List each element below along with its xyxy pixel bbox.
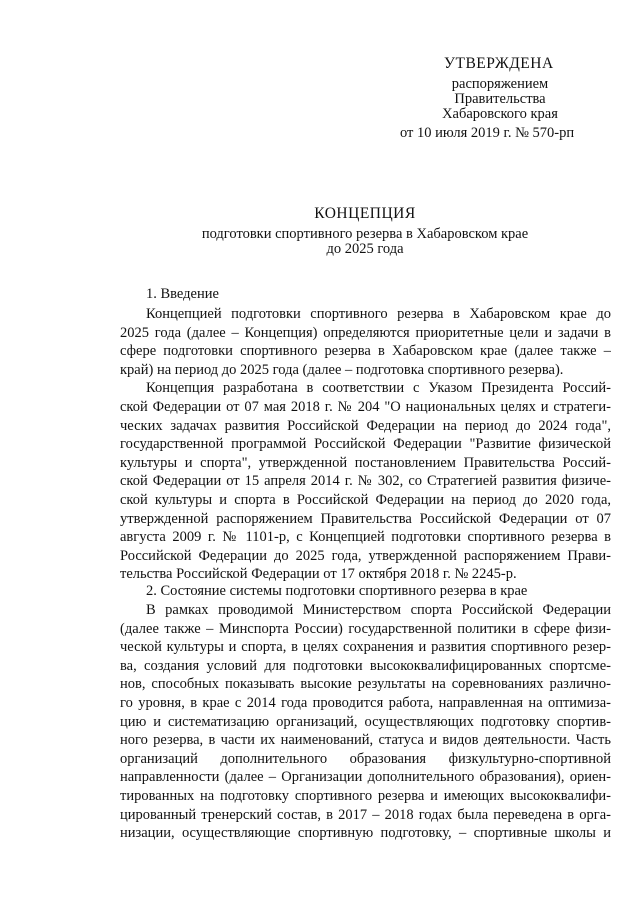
text-line: ческих задачах развития Российской Федерации на период до 2024 года",	[120, 417, 611, 434]
text-line: 2025 года (далее – Концепция) определяются приоритетные цели и задачи в	[120, 324, 611, 341]
text-line: нов, способных показывать высокие результаты на соревнованиях различно-	[120, 676, 611, 693]
approval-line-1: распоряжением	[451, 76, 549, 92]
text-line: утвержденной распоряжением Правительства Российской Федерации от 07	[120, 510, 611, 527]
text-line: тельства Российской Федерации от 17 октября 2018 г. № 2245-р.	[120, 566, 517, 583]
paragraph-intro-2	[120, 379, 611, 584]
paragraph-state-1	[120, 601, 611, 843]
text-line: Российской Федерации до 2025 года, утвержденной распоряжением Прави-	[120, 547, 611, 564]
document-title	[100, 205, 630, 257]
section-heading-introduction: 1. Введение	[146, 286, 219, 302]
text-line: (далее также – Минспорта России) государственной политики в сфере физи-	[120, 620, 611, 637]
text-line: ного резерва, в части их наименований, статуса и видов деятельности. Часть	[120, 732, 611, 749]
text-line: организаций дополнительного образования физкультурно-спортивной	[120, 750, 611, 767]
text-line: направленности (далее – Организации дополнительного образования), ориен-	[120, 769, 611, 786]
text-line: низации, осуществляющие спортивную подготовку, – спортивные школы и	[120, 825, 611, 842]
title-subtitle-1: подготовки спортивного резерва в Хабаровском крае	[201, 226, 529, 242]
text-line: культуры и спорта", утвержденной постановлением Правительства Россий-	[120, 454, 611, 471]
approval-heading: УТВЕРЖДЕНА	[444, 55, 554, 72]
text-line: В рамках проводимой Министерством спорта Российской Федерации	[146, 602, 611, 618]
text-line: го уровня, в крае с 2014 года проводится работа, направленная на оптимиза-	[120, 694, 611, 711]
text-line: ской культуры и спорта в Российской Федерации на период до 2020 года,	[120, 491, 611, 508]
text-line: край) на период до 2025 года (далее – подготовка спортивного резерва).	[120, 361, 564, 378]
text-line: Концепция разработана в соответствии с Указом Президента Россий-	[146, 380, 611, 397]
text-line: цию и систематизацию организаций, осуществляющих подготовку спортив-	[120, 713, 611, 730]
text-line: государственной программой Российской Федерации "Развитие физической	[120, 436, 611, 453]
approval-line-2: Правительства	[454, 91, 546, 107]
text-line: тированных на подготовку спортивного резерва и имеющих высококвалифи-	[120, 787, 611, 804]
approval-date: от 10 июля 2019 г. № 570-рп	[400, 125, 575, 141]
text-line: ческой культуры и спорта, в целях сохранения и развития спортивного резер-	[120, 639, 611, 656]
title-main: КОНЦЕПЦИЯ	[314, 205, 416, 222]
text-line: ва, создания условий для подготовки высококвалифицированных спортсме-	[120, 657, 611, 674]
text-line: ской Федерации от 07 мая 2018 г. № 204 "О национальных целях и стратеги-	[120, 398, 611, 415]
text-line: ской Федерации от 15 апреля 2014 г. № 302, со Стратегией развития физиче-	[120, 473, 611, 490]
text-line: сфере подготовки спортивного резерва в Хабаровском крае (далее также –	[120, 343, 611, 360]
text-line: Концепцией подготовки спортивного резерва в Хабаровском крае до	[146, 306, 611, 322]
paragraph-intro-1	[120, 305, 611, 379]
approval-line-3: Хабаровского края	[442, 106, 558, 122]
approval-stamp	[400, 56, 600, 141]
title-subtitle-2: до 2025 года	[326, 241, 404, 257]
text-line: августа 2009 г. № 1101-р, с Концепцией подготовки спортивного резерва в	[120, 529, 611, 546]
text-line: цированный тренерский состав, в 2017 – 2018 годах была переведена в орга-	[120, 806, 611, 823]
section-heading-state: 2. Состояние системы подготовки спортивного резерва в крае	[146, 583, 528, 599]
